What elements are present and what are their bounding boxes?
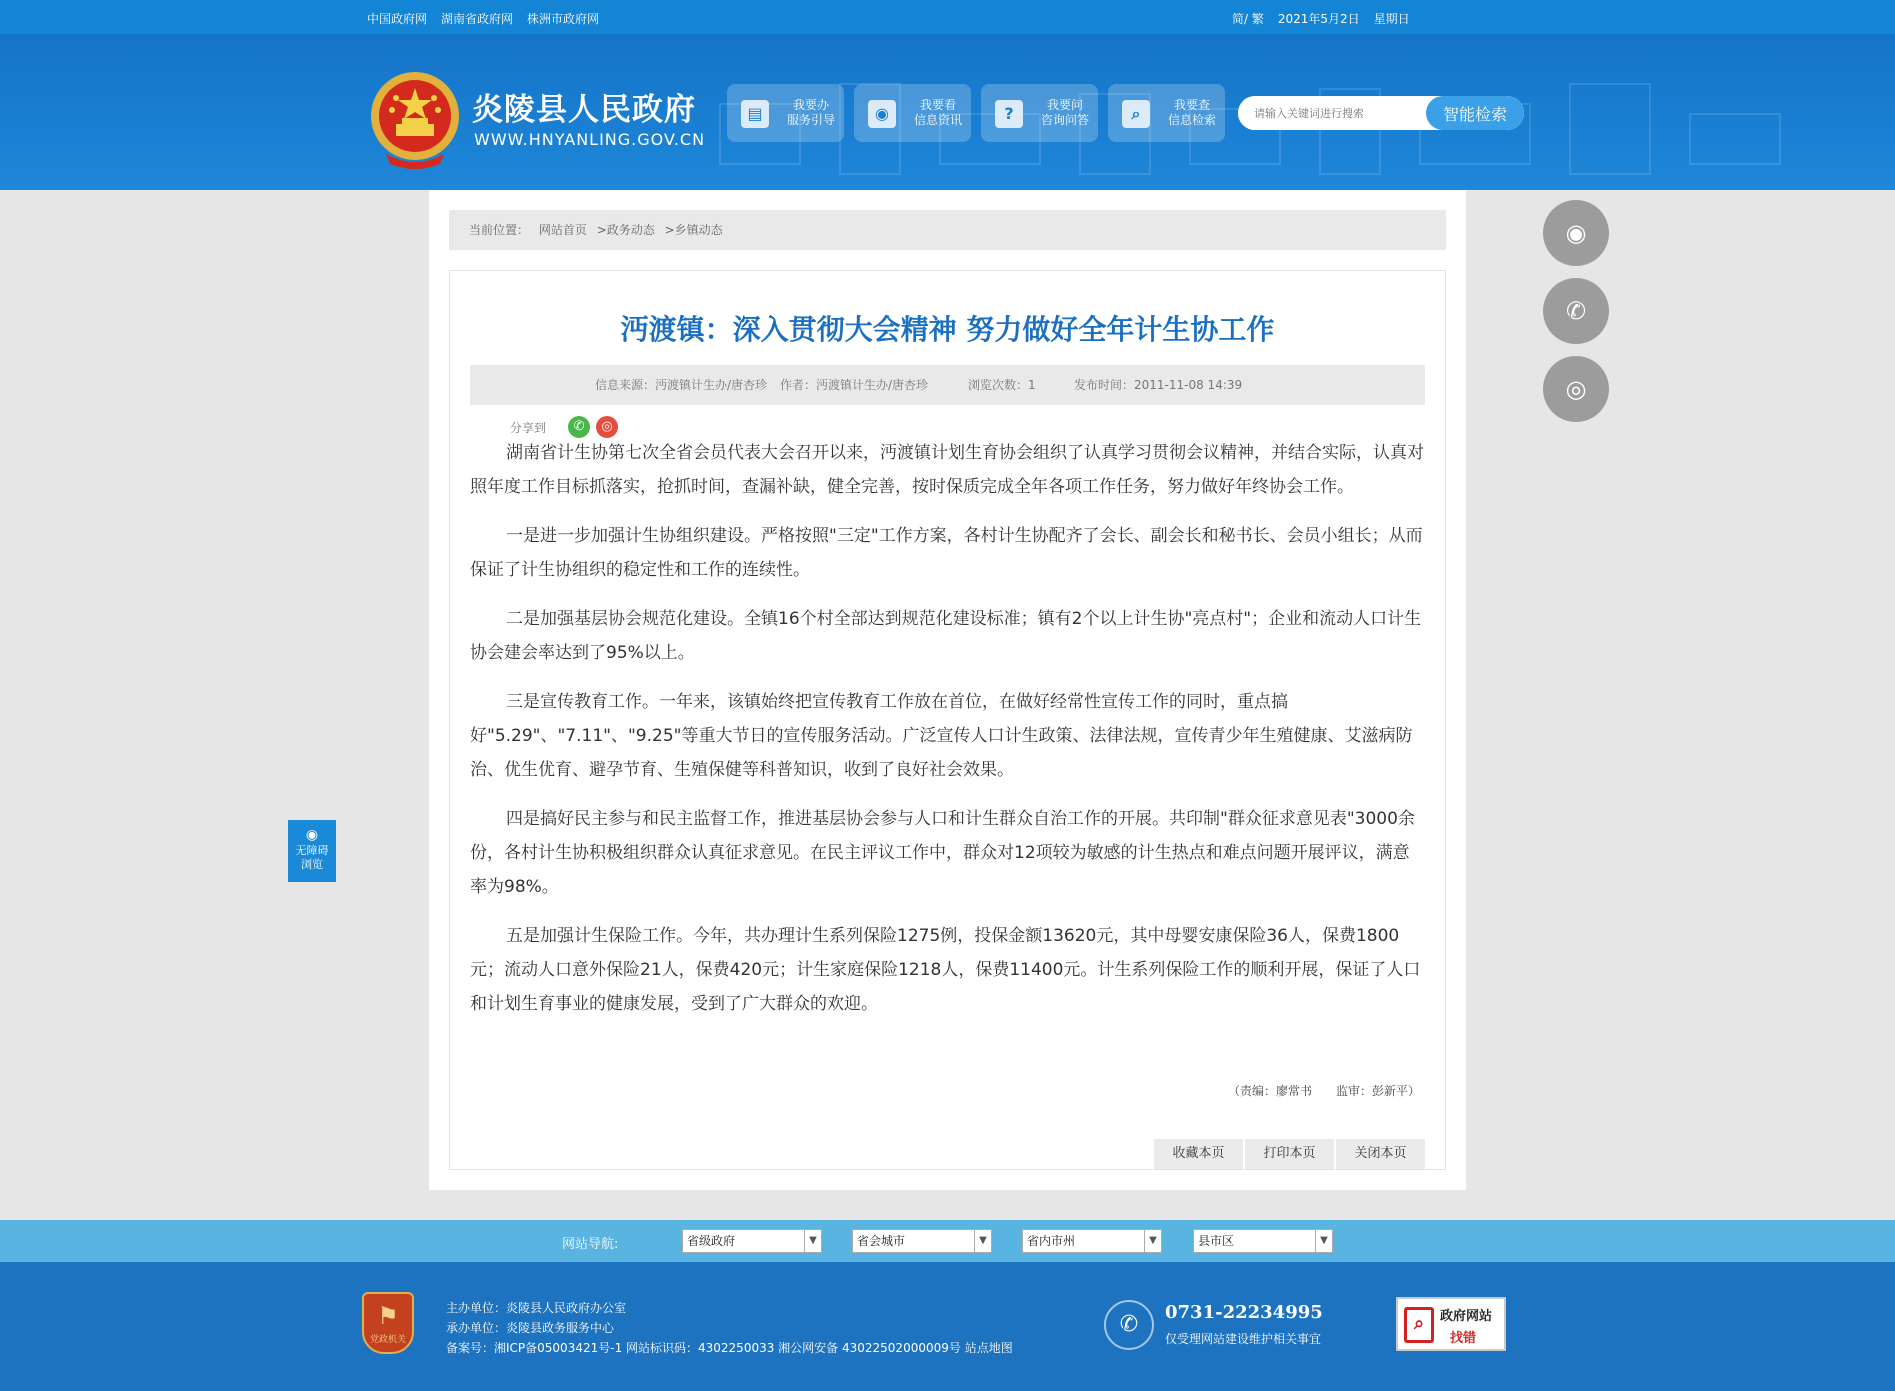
meta-published: 发布时间：2011-11-08 14:39 [1074, 378, 1243, 392]
weibo-float-icon[interactable]: ◎ [1543, 356, 1609, 422]
link-china-gov[interactable]: 中国政府网 [367, 12, 428, 26]
footer-phone: 0731-22234995 [1165, 1302, 1323, 1323]
site-domain: WWW.HNYANLING.GOV.CN [474, 130, 706, 149]
article-title: 沔渡镇：深入贯彻大会精神 努力做好全年计生协工作 [620, 313, 1275, 346]
footer-organizer: 承办单位：炎陵县政务服务中心 [446, 1321, 615, 1335]
article-paragraph: 湖南省计生协第七次全省会员代表大会召开以来，沔渡镇计划生育协会组织了认真学习贯彻会议精神，并结合实际，认真对照年度工作目标抓落实，抢抓时间，查漏补缺，健全完善，按时保质完成全年各项工作任务，努力做好年终协会工作。 [470, 443, 1424, 497]
search-input[interactable] [1238, 96, 1426, 130]
print-page-button[interactable]: 打印本页 [1245, 1139, 1334, 1169]
select-value: 省会城市 [857, 1234, 906, 1248]
site-nav-bar [0, 1220, 1895, 1262]
site-title: 炎陵县人民政府 [472, 92, 696, 128]
smart-search-button[interactable]: 智能检索 [1426, 96, 1524, 130]
info-search-label-2: 信息检索 [1167, 113, 1216, 127]
site-nav-label: 网站导航: [562, 1237, 619, 1252]
meta-author: 作者：沔渡镇计生办/唐杏珍 [780, 378, 929, 392]
qa-label-2: 咨询问答 [1040, 113, 1089, 127]
info-search-button[interactable] [1108, 84, 1225, 142]
party-gov-badge-icon[interactable]: ⚑ 党政机关 [362, 1292, 414, 1354]
province-gov-select[interactable] [682, 1229, 822, 1253]
article-actions [1154, 1139, 1425, 1169]
gov-error-label-1: 政府网站 [1440, 1309, 1493, 1324]
article-paragraph: 四是搞好民主参与和民主监督工作，推进基层协会参与人口和计生群众自治工作的开展。共印制"群众征求意见表"3000余份，各村计生协积极组织群众认真征求意见。在民主评议工作中，群众对12项较为敏感的计生热点和难点问题开展评议，满意率为98%。 [470, 809, 1415, 897]
service-guide-label-2: 服务引导 [786, 113, 835, 127]
service-guide-button[interactable] [727, 84, 844, 142]
link-zhuzhou-gov[interactable]: 株洲市政府网 [527, 12, 600, 26]
top-right [1232, 10, 1410, 27]
qa-button[interactable] [981, 84, 1098, 142]
gov-site-error-button[interactable] [1396, 1297, 1506, 1351]
breadcrumb-home[interactable]: 网站首页 [538, 223, 587, 237]
province-city-select[interactable] [1022, 1229, 1162, 1253]
gov-error-label-2: 找错 [1450, 1331, 1477, 1346]
meta-source: 信息来源：沔渡镇计生办/唐杏珍 [595, 378, 768, 392]
article-paragraph: 三是宣传教育工作。一年来，该镇始终把宣传教育工作放在首位，在做好经常性宣传工作的同时，重点搞好"5.29"、"7.11"、"9.25"等重大节日的宣传服务活动。广泛宣传人口计生政策、法律法规，宣传青少年生殖健康、艾滋病防治、优生优育、避孕节育、生殖保健等科普知识，收到了良好社会效果。 [470, 692, 1413, 780]
eye-float-icon[interactable]: ◉ [1543, 200, 1609, 266]
badge-label: 党政机关 [369, 1335, 406, 1345]
service-guide-label-1: 我要办 [792, 98, 829, 112]
capital-city-select[interactable] [852, 1229, 992, 1253]
accessibility-label-1: 无障碍 [295, 844, 329, 857]
wechat-share-icon[interactable]: ✆ [568, 416, 590, 438]
date-text: 2021年5月2日 [1277, 12, 1360, 26]
share-bar [510, 416, 618, 438]
info-news-button[interactable] [854, 84, 971, 142]
article-paragraph: 五是加强计生保险工作。今年，共办理计生系列保险1275例，投保金额13620元，其中母婴安康保险36人，保费1800元；流动人口意外保险21人，保费420元；计生家庭保险1218人，保费11400元。计生系列保险工作的顺利开展，保证了人口和计划生育事业的健康发展，受到了广大群众的欢迎。 [470, 926, 1421, 1014]
article-paragraph: 一是进一步加强计生协组织建设。严格按照"三定"工作方案，各村计生协配齐了会长、副会长和秘书长、会员小组长；从而保证了计生协组织的稳定性和工作的连续性。 [470, 526, 1423, 580]
header-search [1238, 96, 1524, 130]
magnifier-icon: ⌕ [1404, 1307, 1434, 1343]
close-page-button[interactable]: 关闭本页 [1336, 1139, 1425, 1169]
phone-icon: ✆ [1104, 1300, 1154, 1350]
article-meta [470, 365, 1425, 405]
info-news-label-1: 我要看 [919, 98, 956, 112]
chevron-down-icon: ▼ [1144, 1230, 1161, 1252]
county-select[interactable] [1193, 1229, 1333, 1253]
search-icon: ⌕ [1122, 100, 1150, 128]
chevron-down-icon: ▼ [1315, 1230, 1332, 1252]
info-search-label-1: 我要查 [1173, 98, 1210, 112]
question-icon: ? [995, 100, 1023, 128]
meta-views: 浏览次数：1 [968, 378, 1036, 392]
national-emblem-icon [366, 70, 464, 170]
site-footer [0, 1262, 1895, 1391]
top-links [367, 10, 599, 27]
site-header [0, 34, 1895, 190]
chevron-down-icon: ▼ [974, 1230, 991, 1252]
article-paragraph: 二是加强基层协会规范化建设。全镇16个村全部达到规范化建设标准；镇有2个以上计生协"亮点村"；企业和流动人口计生协会建会率达到了95%以上。 [470, 609, 1422, 663]
weibo-share-icon[interactable]: ◎ [596, 416, 618, 438]
eye-icon: ◉ [305, 827, 319, 843]
breadcrumb [449, 210, 1446, 250]
document-icon: ▤ [741, 100, 769, 128]
select-value: 县市区 [1198, 1234, 1235, 1248]
link-hunan-gov[interactable]: 湖南省政府网 [441, 12, 514, 26]
chevron-down-icon: ▼ [804, 1230, 821, 1252]
breadcrumb-towns[interactable]: >乡镇动态 [664, 223, 723, 237]
article-body [470, 436, 1425, 1036]
wechat-float-icon[interactable]: ✆ [1543, 278, 1609, 344]
editor-credit: （责编：廖常书 监审：彭新平） [1228, 1084, 1421, 1098]
qa-label-1: 我要问 [1046, 98, 1083, 112]
select-value: 省内市州 [1027, 1234, 1076, 1248]
weekday-text: 星期日 [1373, 12, 1410, 26]
footer-sponsor: 主办单位：炎陵县人民政府办公室 [446, 1301, 627, 1315]
eye-icon: ◉ [868, 100, 896, 128]
bookmark-page-button[interactable]: 收藏本页 [1154, 1139, 1243, 1169]
select-value: 省级政府 [687, 1234, 736, 1248]
share-label: 分享到 [510, 420, 547, 435]
breadcrumb-news[interactable]: >政务动态 [596, 223, 655, 237]
footer-phone-note: 仅受理网站建设维护相关事宜 [1165, 1332, 1322, 1346]
info-news-label-2: 信息资讯 [913, 113, 962, 127]
footer-info [446, 1298, 1013, 1358]
footer-record: 备案号：湘ICP备05003421号-1 网站标识码：4302250033 湘公网安备 43022502000009号 站点地图 [446, 1341, 1013, 1355]
accessibility-button[interactable] [288, 820, 336, 882]
accessibility-label-2: 浏览 [301, 858, 323, 871]
breadcrumb-label: 当前位置： [469, 223, 530, 237]
top-bar [0, 0, 1895, 34]
lang-switch[interactable]: 简/ 繁 [1232, 12, 1264, 26]
